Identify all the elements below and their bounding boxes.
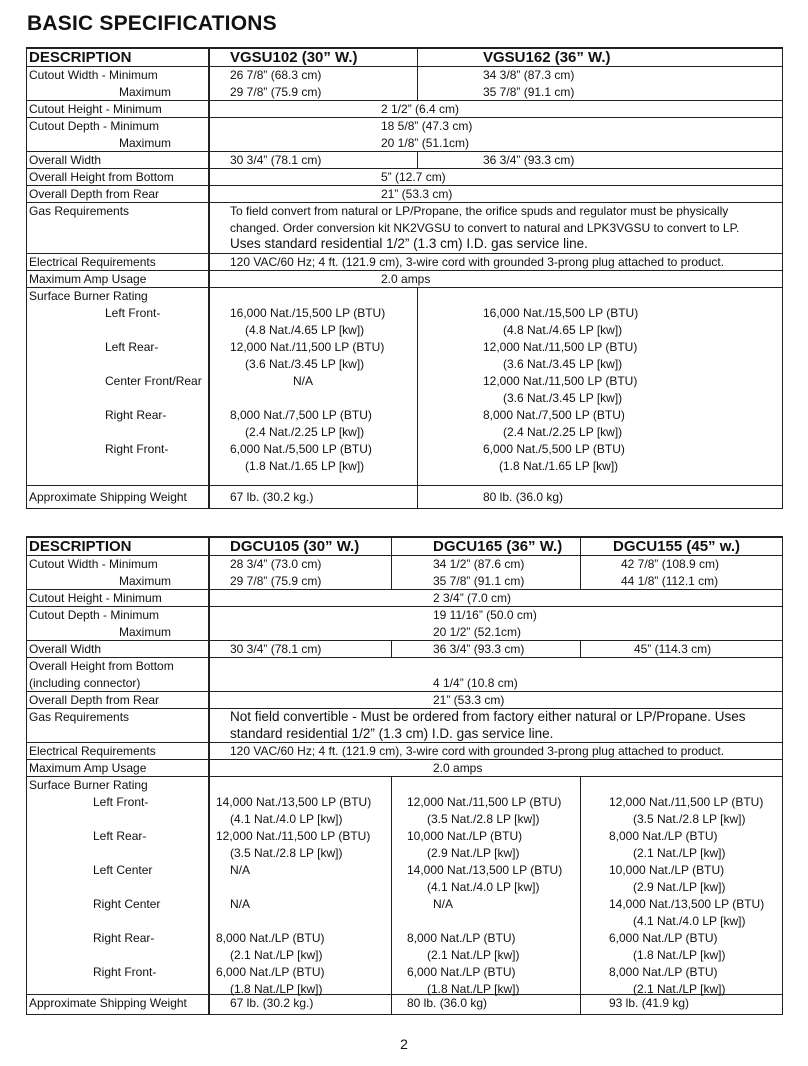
- row-label: Cutout Width - Minimum: [29, 68, 158, 82]
- value-cell: (4.8 Nat./4.65 LP [kw]): [245, 323, 365, 337]
- burner-label: Right Rear-: [93, 931, 155, 945]
- row-label: Overall Depth from Rear: [29, 187, 160, 201]
- burner-label: Left Rear-: [105, 340, 159, 354]
- row-label: Cutout Height - Minimum: [29, 591, 162, 605]
- value-cell: (4.1 Nat./4.0 LP [kw]): [230, 812, 343, 826]
- value-cell: 34 1/2” (87.6 cm): [433, 557, 525, 571]
- row-label: Gas Requirements: [29, 204, 130, 218]
- burner-label: Right Front-: [105, 442, 169, 456]
- burner-label: Right Front-: [93, 965, 157, 979]
- value-cell: 6,000 Nat./5,500 LP (BTU): [230, 442, 372, 456]
- row-label: Overall Height from Bottom: [29, 659, 174, 673]
- burner-label: Right Rear-: [105, 408, 167, 422]
- value-cell: 80 lb. (36.0 kg): [407, 996, 488, 1010]
- value-cell: 21” (53.3 cm): [381, 187, 453, 201]
- value-cell: 28 3/4” (73.0 cm): [230, 557, 322, 571]
- gas-text: standard residential 1/2” (1.3 cm) I.D. gas service line.: [230, 726, 554, 741]
- row-label: Overall Width: [29, 153, 102, 167]
- value-cell: (1.8 Nat./LP [kw]): [633, 948, 726, 962]
- value-cell: (3.6 Nat./3.45 LP [kw]): [503, 357, 623, 371]
- column-divider: [208, 538, 210, 1014]
- gas-text: Not field convertible - Must be ordered from factory either natural or LP/Propane. Uses: [230, 709, 746, 724]
- spec-table-dgcu: [26, 536, 783, 1015]
- value-cell: 2 3/4” (7.0 cm): [433, 591, 512, 605]
- model-header: DGCU165 (36” W.): [433, 538, 563, 555]
- row-label: Cutout Width - Minimum: [29, 557, 158, 571]
- row-label: Cutout Depth - Minimum: [29, 119, 160, 133]
- value-cell: 14,000 Nat./13,500 LP (BTU): [216, 795, 372, 809]
- value-cell: (2.9 Nat./LP [kw]): [633, 880, 726, 894]
- row-label: Approximate Shipping Weight: [29, 996, 187, 1010]
- value-cell: 18 5/8” (47.3 cm): [381, 119, 473, 133]
- column-divider: [417, 151, 418, 168]
- value-cell: (2.1 Nat./LP [kw]): [427, 948, 520, 962]
- value-cell: 2.0 amps: [381, 272, 431, 286]
- burner-label: Right Center: [93, 897, 161, 911]
- row-label: Approximate Shipping Weight: [29, 490, 187, 504]
- value-cell: (3.5 Nat./2.8 LP [kw]): [427, 812, 540, 826]
- column-divider: [417, 66, 418, 100]
- value-cell: (3.5 Nat./2.8 LP [kw]): [633, 812, 746, 826]
- burner-label: Left Front-: [93, 795, 149, 809]
- column-divider: [417, 49, 418, 66]
- column-divider: [580, 640, 581, 657]
- value-cell: (4.1 Nat./4.0 LP [kw]): [427, 880, 540, 894]
- value-cell: 10,000 Nat./LP (BTU): [407, 829, 523, 843]
- value-cell: 10,000 Nat./LP (BTU): [609, 863, 725, 877]
- row-label: Maximum Amp Usage: [29, 272, 147, 286]
- value-cell: 29 7/8” (75.9 cm): [230, 85, 322, 99]
- value-cell: 21” (53.3 cm): [433, 693, 505, 707]
- value-cell: 26 7/8” (68.3 cm): [230, 68, 322, 82]
- value-cell: 36 3/4” (93.3 cm): [433, 642, 525, 656]
- value-cell: 8,000 Nat./7,500 LP (BTU): [483, 408, 625, 422]
- column-divider: [417, 287, 418, 508]
- value-cell: 35 7/8” (91.1 cm): [483, 85, 575, 99]
- row-label: Gas Requirements: [29, 710, 130, 724]
- value-cell: N/A: [433, 897, 454, 911]
- burner-label: Center Front/Rear: [105, 374, 202, 388]
- value-cell: 67 lb. (30.2 kg.): [230, 996, 314, 1010]
- column-divider: [580, 776, 581, 1014]
- column-divider: [208, 49, 210, 508]
- page-number: 2: [400, 1036, 408, 1052]
- row-label: Overall Height from Bottom: [29, 170, 174, 184]
- value-cell: 35 7/8” (91.1 cm): [433, 574, 525, 588]
- row-label: Overall Width: [29, 642, 102, 656]
- value-cell: 5” (12.7 cm): [381, 170, 446, 184]
- value-cell: 20 1/8” (51.1cm): [381, 136, 470, 150]
- spec-table-vgsu: [26, 47, 783, 509]
- value-cell: 12,000 Nat./11,500 LP (BTU): [216, 829, 371, 843]
- value-cell: (2.1 Nat./LP [kw]): [633, 982, 726, 996]
- value-cell: (1.8 Nat./1.65 LP [kw]): [245, 459, 365, 473]
- value-cell: (2.1 Nat./LP [kw]): [633, 846, 726, 860]
- value-cell: (2.4 Nat./2.25 LP [kw]): [503, 425, 623, 439]
- row-label: Surface Burner Rating: [29, 289, 148, 303]
- model-header: VGSU102 (30” W.): [230, 49, 358, 66]
- value-cell: 14,000 Nat./13,500 LP (BTU): [407, 863, 563, 877]
- value-cell: (3.5 Nat./2.8 LP [kw]): [230, 846, 343, 860]
- value-cell: (4.1 Nat./4.0 LP [kw]): [633, 914, 746, 928]
- value-cell: 2 1/2” (6.4 cm): [381, 102, 460, 116]
- value-cell: 8,000 Nat./LP (BTU): [407, 931, 516, 945]
- value-cell: 45” (114.3 cm): [634, 642, 712, 656]
- value-cell: (3.6 Nat./3.45 LP [kw]): [503, 391, 623, 405]
- burner-label: Left Center: [93, 863, 153, 877]
- value-cell: 67 lb. (30.2 kg.): [230, 490, 314, 504]
- value-cell: N/A: [230, 897, 251, 911]
- model-header: DGCU155 (45” w.): [613, 538, 740, 555]
- gas-text: changed. Order conversion kit NK2VGSU to convert to natural and LPK3VGSU to convert to LP.: [230, 221, 740, 235]
- value-cell: 2.0 amps: [433, 761, 483, 775]
- row-label: Maximum: [119, 625, 172, 639]
- row-label: (including connector): [29, 676, 141, 690]
- gas-text: To field convert from natural or LP/Propane, the orifice spuds and regulator must be physically: [230, 204, 729, 218]
- column-divider: [391, 538, 392, 589]
- page-title: BASIC SPECIFICATIONS: [27, 12, 277, 35]
- description-header: DESCRIPTION: [29, 49, 132, 66]
- value-cell: 20 1/2” (52.1cm): [433, 625, 522, 639]
- value-cell: 12,000 Nat./11,500 LP (BTU): [407, 795, 562, 809]
- value-cell: (2.9 Nat./LP [kw]): [427, 846, 520, 860]
- value-cell: 6,000 Nat./LP (BTU): [609, 931, 718, 945]
- value-cell: 8,000 Nat./7,500 LP (BTU): [230, 408, 372, 422]
- value-cell: 30 3/4” (78.1 cm): [230, 642, 322, 656]
- value-cell: (1.8 Nat./LP [kw]): [427, 982, 520, 996]
- value-cell: 16,000 Nat./15,500 LP (BTU): [483, 306, 639, 320]
- row-label: Maximum Amp Usage: [29, 761, 147, 775]
- value-cell: N/A: [293, 374, 314, 388]
- model-header: DGCU105 (30” W.): [230, 538, 360, 555]
- value-cell: 19 11/16” (50.0 cm): [433, 608, 537, 622]
- value-cell: 4 1/4” (10.8 cm): [433, 676, 518, 690]
- value-cell: 12,000 Nat./11,500 LP (BTU): [230, 340, 385, 354]
- value-cell: 80 lb. (36.0 kg): [483, 490, 564, 504]
- value-cell: 8,000 Nat./LP (BTU): [216, 931, 325, 945]
- row-label: Cutout Height - Minimum: [29, 102, 162, 116]
- value-cell: (1.8 Nat./1.65 LP [kw]): [499, 459, 619, 473]
- value-cell: 12,000 Nat./11,500 LP (BTU): [483, 340, 638, 354]
- value-cell: 6,000 Nat./5,500 LP (BTU): [483, 442, 625, 456]
- value-cell: (1.8 Nat./LP [kw]): [230, 982, 323, 996]
- overall-width-row: [27, 151, 782, 169]
- description-header: DESCRIPTION: [29, 538, 132, 555]
- value-cell: 30 3/4” (78.1 cm): [230, 153, 322, 167]
- value-cell: (3.6 Nat./3.45 LP [kw]): [245, 357, 365, 371]
- value-cell: 8,000 Nat./LP (BTU): [609, 829, 718, 843]
- value-cell: 8,000 Nat./LP (BTU): [609, 965, 718, 979]
- value-cell: 29 7/8” (75.9 cm): [230, 574, 322, 588]
- row-label: Electrical Requirements: [29, 255, 156, 269]
- row-label: Electrical Requirements: [29, 744, 156, 758]
- header-row: [27, 49, 782, 67]
- value-cell: 120 VAC/60 Hz; 4 ft. (121.9 cm), 3-wire cord with grounded 3-prong plug attached to product.: [230, 255, 725, 269]
- row-label: Maximum: [119, 136, 172, 150]
- row-label: Cutout Depth - Minimum: [29, 608, 160, 622]
- model-header: VGSU162 (36” W.): [483, 49, 611, 66]
- value-cell: N/A: [230, 863, 251, 877]
- column-divider: [391, 640, 392, 657]
- burner-label: Left Front-: [105, 306, 161, 320]
- value-cell: 6,000 Nat./LP (BTU): [216, 965, 325, 979]
- value-cell: 16,000 Nat./15,500 LP (BTU): [230, 306, 386, 320]
- gas-text: Uses standard residential 1/2” (1.3 cm) I.D. gas service line.: [230, 236, 588, 251]
- burner-label: Left Rear-: [93, 829, 147, 843]
- value-cell: 36 3/4” (93.3 cm): [483, 153, 575, 167]
- value-cell: (2.4 Nat./2.25 LP [kw]): [245, 425, 365, 439]
- value-cell: 12,000 Nat./11,500 LP (BTU): [483, 374, 638, 388]
- value-cell: (2.1 Nat./LP [kw]): [230, 948, 323, 962]
- value-cell: 44 1/8” (112.1 cm): [621, 574, 719, 588]
- row-label: Overall Depth from Rear: [29, 693, 160, 707]
- value-cell: 12,000 Nat./11,500 LP (BTU): [609, 795, 764, 809]
- row-label: Surface Burner Rating: [29, 778, 148, 792]
- value-cell: 120 VAC/60 Hz; 4 ft. (121.9 cm), 3-wire cord with grounded 3-prong plug attached to product.: [230, 744, 725, 758]
- column-divider: [580, 538, 581, 589]
- value-cell: 34 3/8” (87.3 cm): [483, 68, 575, 82]
- row-label: Maximum: [119, 85, 172, 99]
- value-cell: (4.8 Nat./4.65 LP [kw]): [503, 323, 623, 337]
- value-cell: 14,000 Nat./13,500 LP (BTU): [609, 897, 765, 911]
- value-cell: 93 lb. (41.9 kg): [609, 996, 690, 1010]
- column-divider: [391, 776, 392, 1014]
- value-cell: 42 7/8” (108.9 cm): [621, 557, 720, 571]
- value-cell: 6,000 Nat./LP (BTU): [407, 965, 516, 979]
- row-label: Maximum: [119, 574, 172, 588]
